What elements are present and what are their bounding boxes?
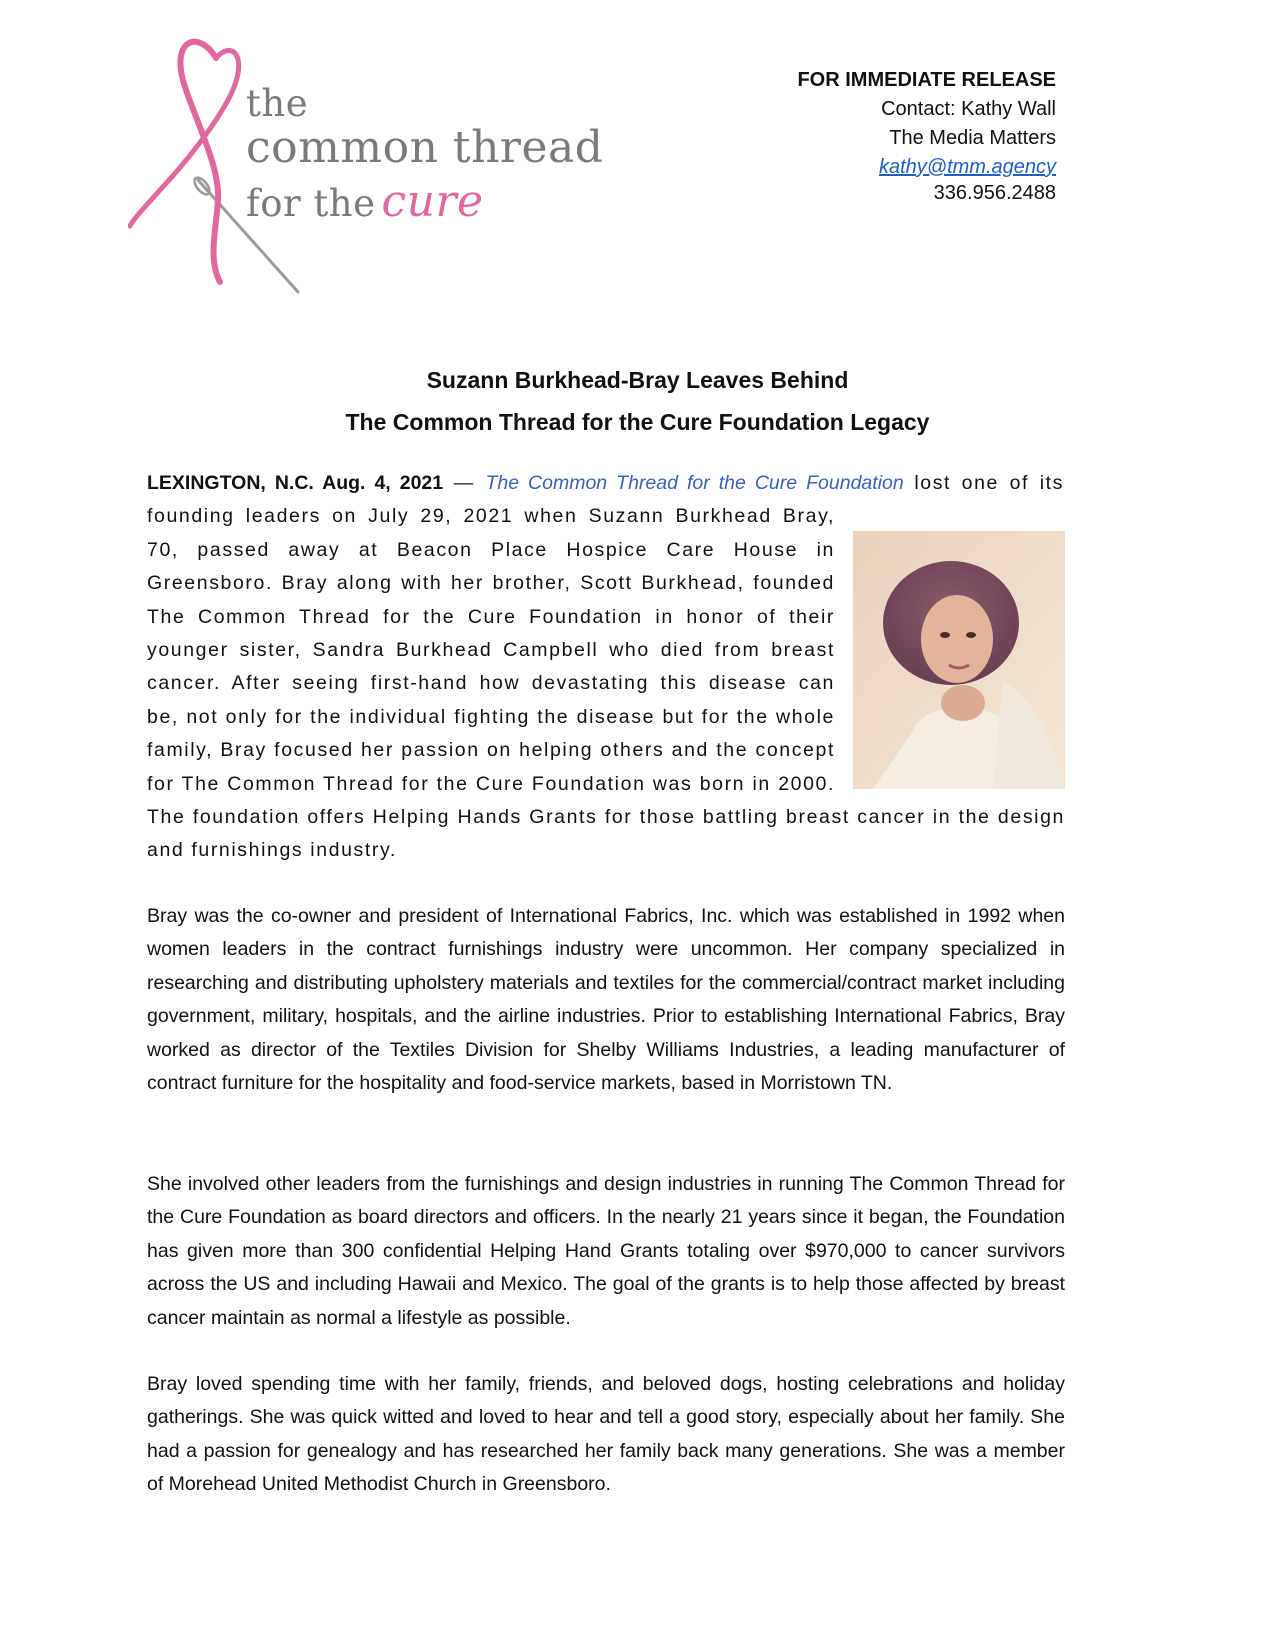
release-title: FOR IMMEDIATE RELEASE [797, 69, 1056, 91]
portrait-photo [853, 531, 1065, 789]
logo-text-common-thread: common thread [246, 122, 604, 173]
headline-line-2: The Common Thread for the Cure Foundation Legacy [345, 409, 930, 435]
paragraph-1 [147, 467, 1065, 868]
foundation-logo [128, 30, 628, 300]
release-contact-block [797, 66, 1056, 204]
logo-text-for-the-words: for the [246, 182, 376, 225]
paragraph-4: Bray loved spending time with her family, friends, and beloved dogs, hosting celebrations and holiday gatherings. She was quick witted and loved to hear and tell a good story, especially about her family. She had a passion for genealogy and has researched her family back many generations. She was a member of Morehead United Methodist Church in Greensboro. [147, 1373, 1065, 1496]
release-contact: Contact: Kathy Wall [881, 98, 1056, 120]
release-email-link[interactable]: kathy@tmm.agency [878, 156, 1056, 178]
logo-text-the: the [246, 82, 309, 125]
logo-text-for-the [246, 176, 484, 227]
logo-text-cure: cure [381, 176, 484, 227]
dateline: LEXINGTON, N.C. Aug. 4, 2021 [147, 472, 444, 494]
paragraph-3: She involved other leaders from the furnishings and design industries in running The Common Thread for the Cure Foundation as board directors and officers. In the nearly 21 years since it began, the Foundation has given more than 300 confidential Helping Hand Grants totaling over $970,000 to cancer survivors across the US and including Hawaii and Mexico. The goal of the grants is to help those affected by breast cancer maintain as normal a lifestyle as possible. [147, 1173, 1065, 1329]
dateline-dash: — [443, 472, 486, 494]
foundation-name-link[interactable]: The Common Thread for the Cure Foundation [485, 472, 904, 494]
paragraph-2: Bray was the co-owner and president of International Fabrics, Inc. which was established in 1992 when women leaders in the contract furnishings industry were uncommon. Her company specialized in researching and distributing upholstery materials and textiles for the commercial/contract market including government, military, hospitals, and the airline industries. Prior to establishing International Fabrics, Bray worked as director of the Textiles Division for Shelby Williams Industries, a leading manufacturer of contract furniture for the hospitality and food-service markets, based in Morristown TN. [147, 905, 1065, 1095]
paragraph-1-text: lost one of its founding leaders on July 29, 2021 when Suzann Burkhead Bray, 70, passed away at Beacon Place Hospice Care House in Greensboro. Bray along with her brother, Scott Burkhead, founded The Common Thread for the Cure Foundation in honor of their younger sister, Sandra Burkhead Campbell who died from breast cancer. After seeing first-hand how devastating this disease can be, not only for the individual fighting the disease but for the whole family, Bray focused her passion on helping others and the concept for The Common Thread for the Cure Foundation was born in 2000. The foundation offers Helping Hands Grants for those battling breast cancer in the design and furnishings industry. [147, 472, 1065, 862]
photo-spacer [1064, 467, 1065, 531]
release-phone: 336.956.2488 [933, 182, 1056, 204]
release-agency: The Media Matters [889, 127, 1056, 149]
headline-line-1: Suzann Burkhead-Bray Leaves Behind [426, 367, 849, 393]
